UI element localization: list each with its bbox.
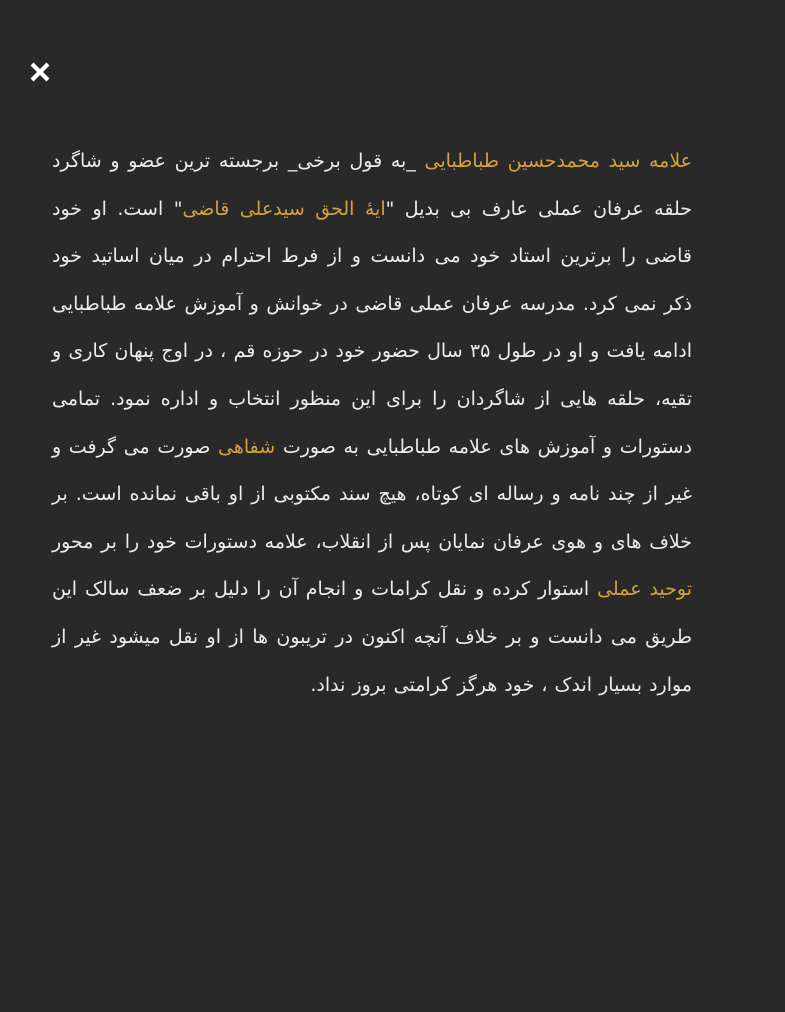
scholar-name-highlight: علامه سید محمدحسین طباطبایی <box>424 150 692 172</box>
article-text: _به قول برخی_ برجسته ترین عضو و شاگرد حلقه عرفان عملی عارف بی بدیل " <box>52 150 692 220</box>
article-text: صورت می گرفت و غیر از چند نامه و رساله ای کوتاه، هیچ سند مکتوبی از او باقی نمانده است. بر خلاف های و هوی عرفان نمایان پس از انقلاب، علامه دستورات خود را بر محور <box>52 435 692 553</box>
teacher-name-highlight: ایۀ الحق سیدعلی قاضی <box>182 197 386 220</box>
article-text: " است. او خود قاضی را برترین استاد خود می دانست و از فرط احترام در میان اساتید خود ذکر نمی کرد. مدرسه عرفان عملی قاضی در خوانش و آموزش علامه طباطبایی ادامه یافت و او در طول ۳۵ سال حضور خود در حوزه قم ، در اوج پنهان کاری و تقیه، حلقه هایی از شاگردان را برای این منظور انتخاب و اداره نمود. تمامی دستورات و آموزش های علامه طباطبایی به صورت <box>52 197 693 458</box>
article-body <box>52 138 692 709</box>
practical-monotheism-highlight: توحید عملی <box>597 578 693 601</box>
article-text: استوار کرده و نقل کرامات و انجام آن را دلیل بر ضعف سالک این طریق می دانست و بر خلاف آنچه اکنون در تریبون ها از او نقل میشود غیر از موارد بسیار اندک ، خود هرگز کرامتی بروز نداد. <box>52 578 692 696</box>
close-button[interactable] <box>26 58 54 86</box>
oral-teaching-highlight: شفاهی <box>218 435 276 458</box>
close-icon <box>29 61 51 83</box>
